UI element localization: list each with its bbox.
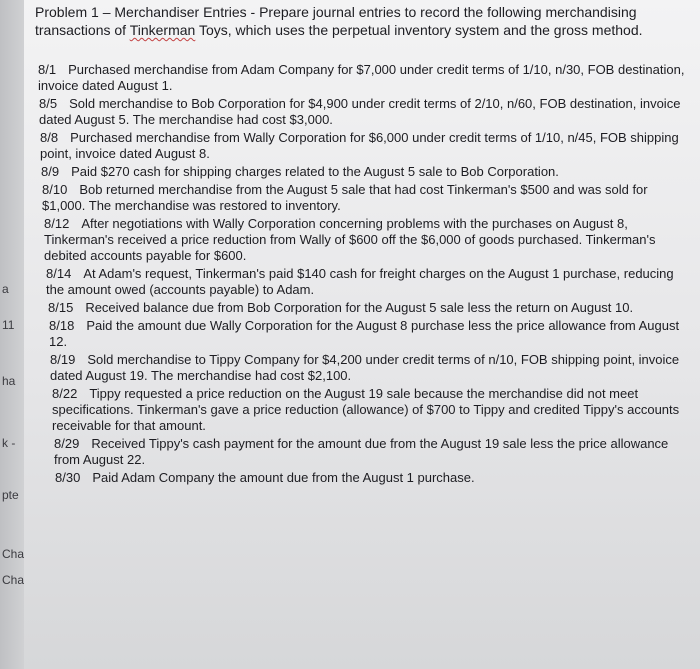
entry-text: Received Tippy's cash payment for the amount due from the August 19 sale less the price allowance from August 22.	[54, 436, 669, 467]
transaction-entry	[52, 386, 688, 434]
sidebar-fragment: 11	[2, 318, 15, 332]
sidebar-fragment: Cha	[2, 573, 25, 587]
entry-text: Purchased merchandise from Wally Corporation for $6,000 under credit terms of 1/10, n/45, FOB shipping point, invoice dated August 8.	[40, 130, 679, 161]
entry-date: 8/18	[49, 318, 75, 333]
transaction-entry	[55, 470, 688, 486]
transaction-entry	[44, 216, 688, 264]
entry-date: 8/12	[44, 216, 70, 231]
transaction-entry	[40, 130, 688, 162]
entry-text: Tippy requested a price reduction on the August 19 sale because the merchandise did not meet specifications. Tinkerman's gave a price reduction (allowance) of $700 to Tippy and credited Tippy's accounts receivable for that amount.	[52, 386, 680, 433]
entry-text: Paid Adam Company the amount due from the August 1 purchase.	[92, 470, 475, 485]
problem-title	[35, 3, 695, 39]
transaction-entry	[49, 318, 688, 350]
entry-text: At Adam's request, Tinkerman's paid $140 cash for freight charges on the August 1 purchase, reducing the amount owed (accounts payable) to Adam.	[46, 266, 674, 297]
transaction-entry	[42, 182, 688, 214]
title-prefix: Problem 1 – Merchandiser Entries - Prepare journal entries to record the following merchandising transactions of	[35, 4, 637, 38]
entry-date: 8/1	[38, 62, 57, 77]
entry-text: Bob returned merchandise from the August 5 sale that had cost Tinkerman's $500 and was sold for $1,000. The merchandise was restored to inventory.	[42, 182, 648, 213]
company-name: Tinkerman	[129, 22, 196, 38]
transaction-entry	[54, 436, 688, 468]
sidebar-fragment: pte	[2, 488, 19, 502]
entry-text: After negotiations with Wally Corporation concerning problems with the purchases on August 8, Tinkerman's received a price reduction from Wally of $600 off the $6,000 of goods purchased. Tinkerman's debited accounts payable for $600.	[44, 216, 656, 263]
transaction-entry	[39, 96, 688, 128]
entry-date: 8/5	[39, 96, 58, 111]
entry-date: 8/9	[41, 164, 60, 179]
entry-text: Paid $270 cash for shipping charges related to the August 5 sale to Bob Corporation.	[71, 164, 559, 179]
entry-text: Purchased merchandise from Adam Company for $7,000 under credit terms of 1/10, n/30, FOB destination, invoice dated August 1.	[38, 62, 685, 93]
sidebar-fragment: k -	[2, 436, 16, 450]
problem-sheet	[24, 0, 700, 669]
transaction-entry	[41, 164, 688, 180]
entry-date: 8/8	[40, 130, 59, 145]
entry-text: Received balance due from Bob Corporation for the August 5 sale less the return on August 10.	[85, 300, 634, 315]
entry-text: Paid the amount due Wally Corporation for the August 8 purchase less the price allowance from August 12.	[49, 318, 680, 349]
title-suffix: Toys, which uses the perpetual inventory system and the gross method.	[195, 22, 643, 38]
entry-date: 8/15	[48, 300, 74, 315]
entry-date: 8/30	[55, 470, 81, 485]
sidebar-fragment: a	[2, 282, 9, 296]
transaction-entry	[46, 266, 688, 298]
entry-date: 8/14	[46, 266, 72, 281]
transaction-entry	[38, 62, 688, 94]
entry-text: Sold merchandise to Tippy Company for $4,200 under credit terms of n/10, FOB shipping point, invoice dated August 19. The merchandise had cost $2,100.	[50, 352, 680, 383]
transaction-list	[38, 62, 688, 488]
entry-date: 8/22	[52, 386, 78, 401]
transaction-entry	[50, 352, 688, 384]
transaction-entry	[48, 300, 688, 316]
sidebar-fragment: Cha	[2, 547, 25, 561]
entry-date: 8/19	[50, 352, 76, 367]
sidebar-fragment: ha	[2, 374, 16, 388]
entry-text: Sold merchandise to Bob Corporation for $4,900 under credit terms of 2/10, n/60, FOB destination, invoice dated August 5. The merchandise had cost $3,000.	[39, 96, 681, 127]
entry-date: 8/10	[42, 182, 68, 197]
entry-date: 8/29	[54, 436, 80, 451]
